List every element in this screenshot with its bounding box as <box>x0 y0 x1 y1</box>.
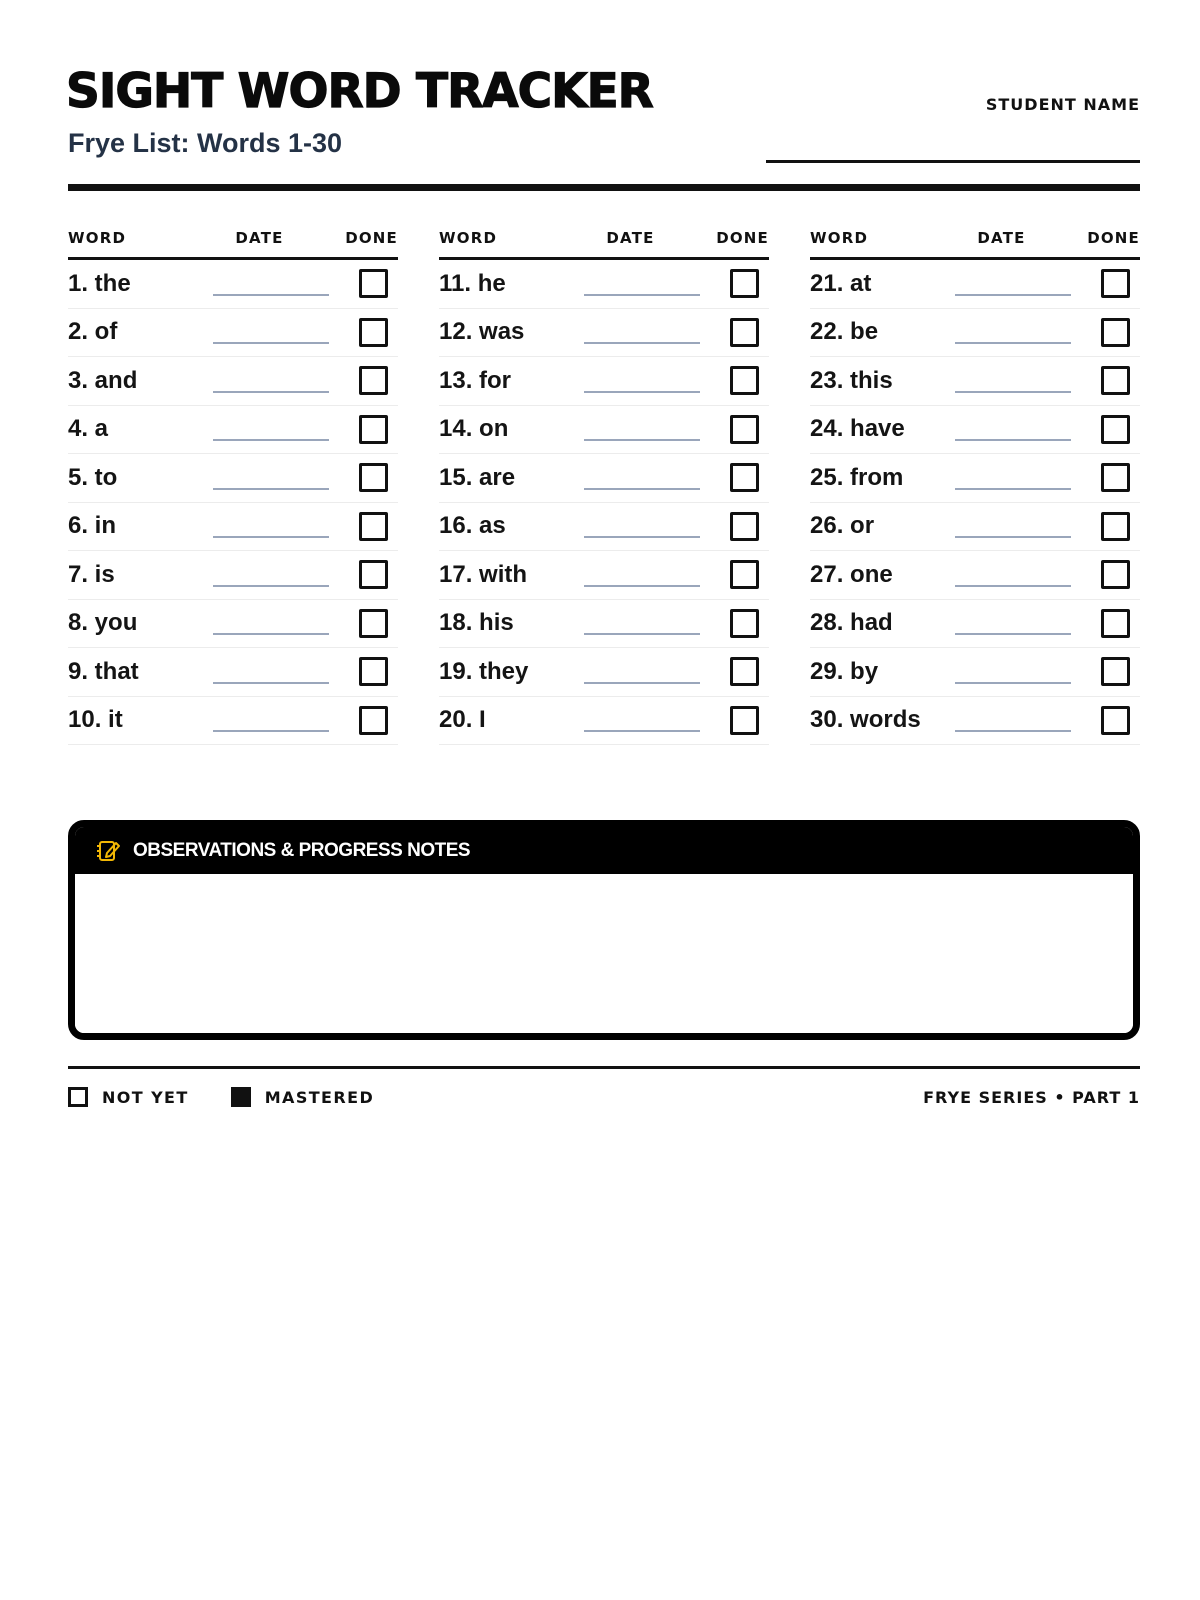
done-checkbox[interactable] <box>359 609 388 638</box>
date-field[interactable] <box>213 488 329 490</box>
sight-word: 3. and <box>68 366 138 394</box>
header <box>68 64 1140 168</box>
sight-word: 7. is <box>68 560 115 588</box>
date-field[interactable] <box>955 536 1071 538</box>
date-field[interactable] <box>213 342 329 344</box>
sight-word: 14. on <box>439 415 509 443</box>
done-checkbox[interactable] <box>359 463 388 492</box>
word-row <box>439 357 769 406</box>
empty-square-icon <box>68 1087 88 1107</box>
date-field[interactable] <box>584 730 700 732</box>
notepad-pen-icon <box>95 838 121 864</box>
date-field[interactable] <box>213 391 329 393</box>
word-row <box>810 600 1140 649</box>
done-checkbox[interactable] <box>1101 560 1130 589</box>
notes-writing-area[interactable] <box>75 874 1133 1034</box>
date-field[interactable] <box>955 682 1071 684</box>
word-row <box>68 551 398 600</box>
sight-word: 2. of <box>68 318 118 346</box>
column-header-date: DATE <box>235 229 284 247</box>
word-row <box>810 357 1140 406</box>
word-row <box>68 648 398 697</box>
date-field[interactable] <box>584 439 700 441</box>
date-field[interactable] <box>584 342 700 344</box>
page-title: SIGHT WORD TRACKER <box>66 64 653 119</box>
done-checkbox[interactable] <box>730 415 759 444</box>
notes-box <box>68 820 1140 1040</box>
notes-title: OBSERVATIONS & PROGRESS NOTES <box>133 839 471 861</box>
done-checkbox[interactable] <box>730 269 759 298</box>
page-subtitle: Frye List: Words 1-30 <box>68 128 343 158</box>
sight-word: 12. was <box>439 318 525 346</box>
series-label: FRYE SERIES • PART 1 <box>923 1087 1140 1107</box>
word-row <box>68 260 398 309</box>
filled-square-icon <box>231 1087 251 1107</box>
sight-word: 9. that <box>68 657 139 685</box>
word-row <box>439 551 769 600</box>
done-checkbox[interactable] <box>359 415 388 444</box>
word-column-1 <box>68 228 398 745</box>
date-field[interactable] <box>584 294 700 296</box>
word-row <box>68 309 398 358</box>
word-row <box>810 406 1140 455</box>
word-row <box>439 600 769 649</box>
date-field[interactable] <box>955 585 1071 587</box>
column-header-date: DATE <box>606 229 655 247</box>
sight-word: 4. a <box>68 415 109 443</box>
done-checkbox[interactable] <box>730 560 759 589</box>
column-header <box>68 228 398 260</box>
done-checkbox[interactable] <box>1101 706 1130 735</box>
date-field[interactable] <box>955 439 1071 441</box>
done-checkbox[interactable] <box>730 366 759 395</box>
sight-word: 17. with <box>439 560 528 588</box>
done-checkbox[interactable] <box>730 706 759 735</box>
date-field[interactable] <box>584 682 700 684</box>
done-checkbox[interactable] <box>359 706 388 735</box>
done-checkbox[interactable] <box>359 512 388 541</box>
done-checkbox[interactable] <box>1101 415 1130 444</box>
date-field[interactable] <box>955 730 1071 732</box>
student-name-field[interactable] <box>766 160 1140 163</box>
student-name-label: STUDENT NAME <box>985 95 1140 114</box>
done-checkbox[interactable] <box>1101 657 1130 686</box>
word-row <box>810 260 1140 309</box>
sight-word: 11. he <box>439 269 506 297</box>
date-field[interactable] <box>213 682 329 684</box>
done-checkbox[interactable] <box>359 366 388 395</box>
done-checkbox[interactable] <box>359 269 388 298</box>
legend-mastered-label: MASTERED <box>264 1087 375 1107</box>
word-row <box>810 309 1140 358</box>
column-header-date: DATE <box>977 229 1026 247</box>
done-checkbox[interactable] <box>359 560 388 589</box>
column-header <box>810 228 1140 260</box>
sight-word: 1. the <box>68 269 131 297</box>
done-checkbox[interactable] <box>1101 609 1130 638</box>
date-field[interactable] <box>584 585 700 587</box>
word-row <box>439 697 769 746</box>
done-checkbox[interactable] <box>359 657 388 686</box>
header-divider <box>68 184 1140 191</box>
column-header-word: WORD <box>439 229 498 247</box>
sight-word: 27. one <box>810 560 893 588</box>
date-field[interactable] <box>213 633 329 635</box>
word-row <box>810 697 1140 746</box>
word-row <box>439 503 769 552</box>
sight-word: 25. from <box>810 463 904 491</box>
word-row <box>810 551 1140 600</box>
sight-word: 28. had <box>810 609 893 637</box>
legend-mastered <box>231 1087 374 1107</box>
date-field[interactable] <box>955 633 1071 635</box>
word-row <box>810 503 1140 552</box>
word-row <box>439 260 769 309</box>
date-field[interactable] <box>955 488 1071 490</box>
column-header-done: DONE <box>716 229 769 247</box>
date-field[interactable] <box>584 633 700 635</box>
sight-word: 24. have <box>810 415 905 443</box>
date-field[interactable] <box>584 488 700 490</box>
sight-word: 10. it <box>68 706 123 734</box>
sight-word: 8. you <box>68 609 138 637</box>
column-header-done: DONE <box>1087 229 1140 247</box>
sight-word: 19. they <box>439 657 529 685</box>
date-field[interactable] <box>955 294 1071 296</box>
done-checkbox[interactable] <box>359 318 388 347</box>
date-field[interactable] <box>584 536 700 538</box>
date-field[interactable] <box>213 730 329 732</box>
legend-not-yet-label: NOT YET <box>102 1087 189 1107</box>
footer-divider <box>68 1066 1140 1069</box>
sight-word: 26. or <box>810 512 875 540</box>
worksheet-page <box>66 64 1140 1107</box>
word-columns <box>68 228 1140 745</box>
done-checkbox[interactable] <box>730 657 759 686</box>
column-header <box>439 228 769 260</box>
done-checkbox[interactable] <box>730 463 759 492</box>
date-field[interactable] <box>955 342 1071 344</box>
sight-word: 18. his <box>439 609 514 637</box>
sight-word: 23. this <box>810 366 893 394</box>
date-field[interactable] <box>213 585 329 587</box>
date-field[interactable] <box>213 294 329 296</box>
word-row <box>68 406 398 455</box>
sight-word: 22. be <box>810 318 879 346</box>
word-row <box>68 503 398 552</box>
date-field[interactable] <box>213 439 329 441</box>
word-row <box>439 648 769 697</box>
word-row <box>68 454 398 503</box>
word-row <box>810 454 1140 503</box>
footer <box>68 1084 1140 1110</box>
word-row <box>439 309 769 358</box>
date-field[interactable] <box>213 536 329 538</box>
column-header-done: DONE <box>345 229 398 247</box>
word-row <box>68 600 398 649</box>
sight-word: 21. at <box>810 269 872 297</box>
column-header-word: WORD <box>810 229 869 247</box>
done-checkbox[interactable] <box>730 318 759 347</box>
legend-not-yet <box>68 1087 189 1107</box>
word-row <box>68 357 398 406</box>
column-header-word: WORD <box>68 229 127 247</box>
notes-header <box>75 827 1133 874</box>
done-checkbox[interactable] <box>1101 366 1130 395</box>
sight-word: 13. for <box>439 366 512 394</box>
sight-word: 6. in <box>68 512 117 540</box>
done-checkbox[interactable] <box>1101 269 1130 298</box>
date-field[interactable] <box>955 391 1071 393</box>
done-checkbox[interactable] <box>730 609 759 638</box>
word-row <box>810 648 1140 697</box>
sight-word: 30. words <box>810 706 921 734</box>
date-field[interactable] <box>584 391 700 393</box>
done-checkbox[interactable] <box>1101 463 1130 492</box>
sight-word: 16. as <box>439 512 506 540</box>
sight-word: 5. to <box>68 463 118 491</box>
word-row <box>439 406 769 455</box>
word-column-3 <box>810 228 1140 745</box>
word-row <box>439 454 769 503</box>
done-checkbox[interactable] <box>1101 318 1130 347</box>
sight-word: 20. I <box>439 706 486 734</box>
word-column-2 <box>439 228 769 745</box>
word-row <box>68 697 398 746</box>
done-checkbox[interactable] <box>730 512 759 541</box>
sight-word: 29. by <box>810 657 879 685</box>
sight-word: 15. are <box>439 463 516 491</box>
done-checkbox[interactable] <box>1101 512 1130 541</box>
